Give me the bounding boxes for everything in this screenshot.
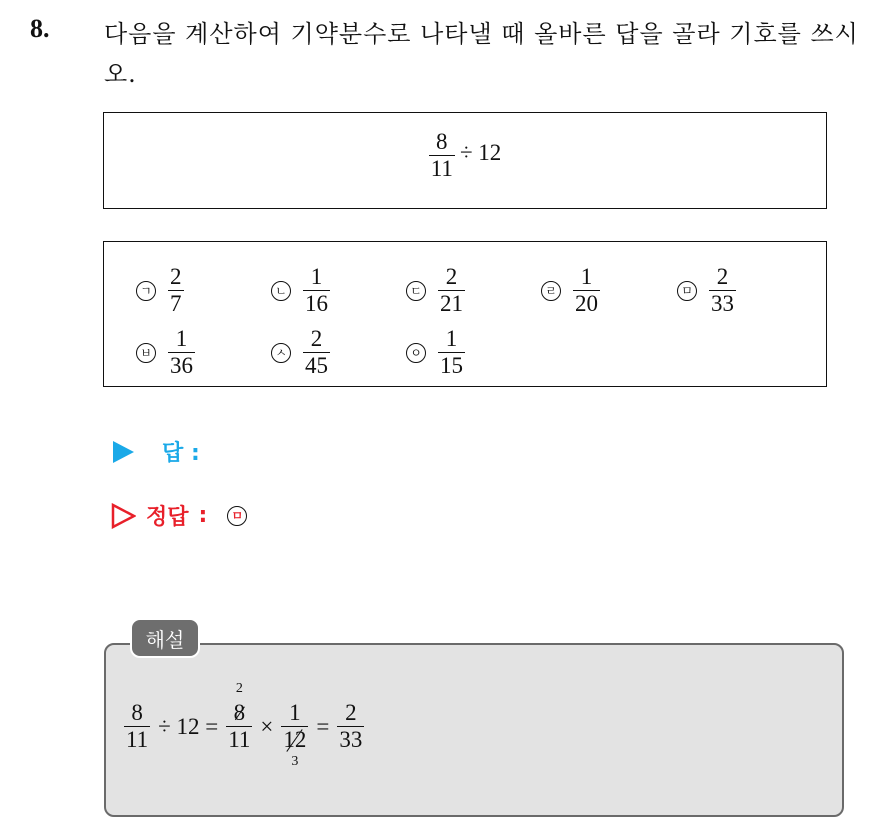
times-sign: ×: [260, 713, 274, 739]
correct-label: 정답: [146, 505, 189, 530]
expression: [104, 129, 826, 182]
choice-6[interactable]: ㅂ $\frac{1}{36}$: [136, 326, 195, 379]
choice-mark: ㄷ: [406, 281, 426, 301]
choice-4[interactable]: ㄹ $\frac{1}{20}$: [541, 264, 600, 317]
choice-1[interactable]: ㄱ $\frac{2}{7}$: [136, 264, 184, 317]
explanation-math: $\frac{8}{11}$ ÷ 12 = 2 8 11 × 1 12 3 = $\frac{2}{33}$: [124, 700, 364, 753]
correct-answer-row: [110, 500, 247, 531]
choice-mark: ㄱ: [136, 281, 156, 301]
expression-operator: ÷ 12: [459, 140, 502, 165]
outline-arrow-icon: [110, 503, 136, 529]
choice-mark: ㅂ: [136, 343, 156, 363]
fraction-numerator: 8: [436, 129, 448, 154]
expression-fraction: [429, 129, 455, 182]
cancelled-denominator: 12: [283, 727, 307, 752]
fraction-denominator: 11: [430, 156, 453, 181]
question-number: 8.: [30, 14, 50, 43]
play-arrow-icon: [110, 439, 136, 465]
question-text: 다음을 계산하여 기약분수로 나타낼 때 올바른 답을 골라 기호를 쓰시오.: [104, 20, 859, 88]
choice-2[interactable]: ㄴ $\frac{1}{16}$: [271, 264, 330, 317]
choice-8[interactable]: ㅇ $\frac{1}{15}$: [406, 326, 465, 379]
cancelled-numerator: 8: [233, 700, 246, 725]
choice-7[interactable]: ㅅ $\frac{2}{45}$: [271, 326, 330, 379]
equals-sign: =: [316, 713, 330, 739]
answer-colon: :: [190, 441, 200, 466]
choice-mark: ㄴ: [271, 281, 291, 301]
cancel-result-top: 2: [235, 681, 243, 696]
answer-label: 답: [162, 441, 184, 466]
choice-5[interactable]: ㅁ $\frac{2}{33}$: [677, 264, 736, 317]
choice-mark: ㅁ: [677, 281, 697, 301]
choice-mark: ㅇ: [406, 343, 426, 363]
cancel-result-bottom: 3: [291, 754, 299, 769]
answer-row: [110, 436, 200, 467]
correct-colon: :: [198, 503, 208, 528]
choice-mark: ㄹ: [541, 281, 561, 301]
explanation-tag: 해설: [130, 618, 200, 658]
choices-box: [103, 241, 827, 387]
choice-mark: ㅅ: [271, 343, 291, 363]
division-text: ÷ 12 =: [158, 713, 219, 739]
choice-3[interactable]: ㄷ $\frac{2}{21}$: [406, 264, 465, 317]
expression-box: [103, 112, 827, 209]
correct-mark: ㅁ: [227, 506, 247, 526]
